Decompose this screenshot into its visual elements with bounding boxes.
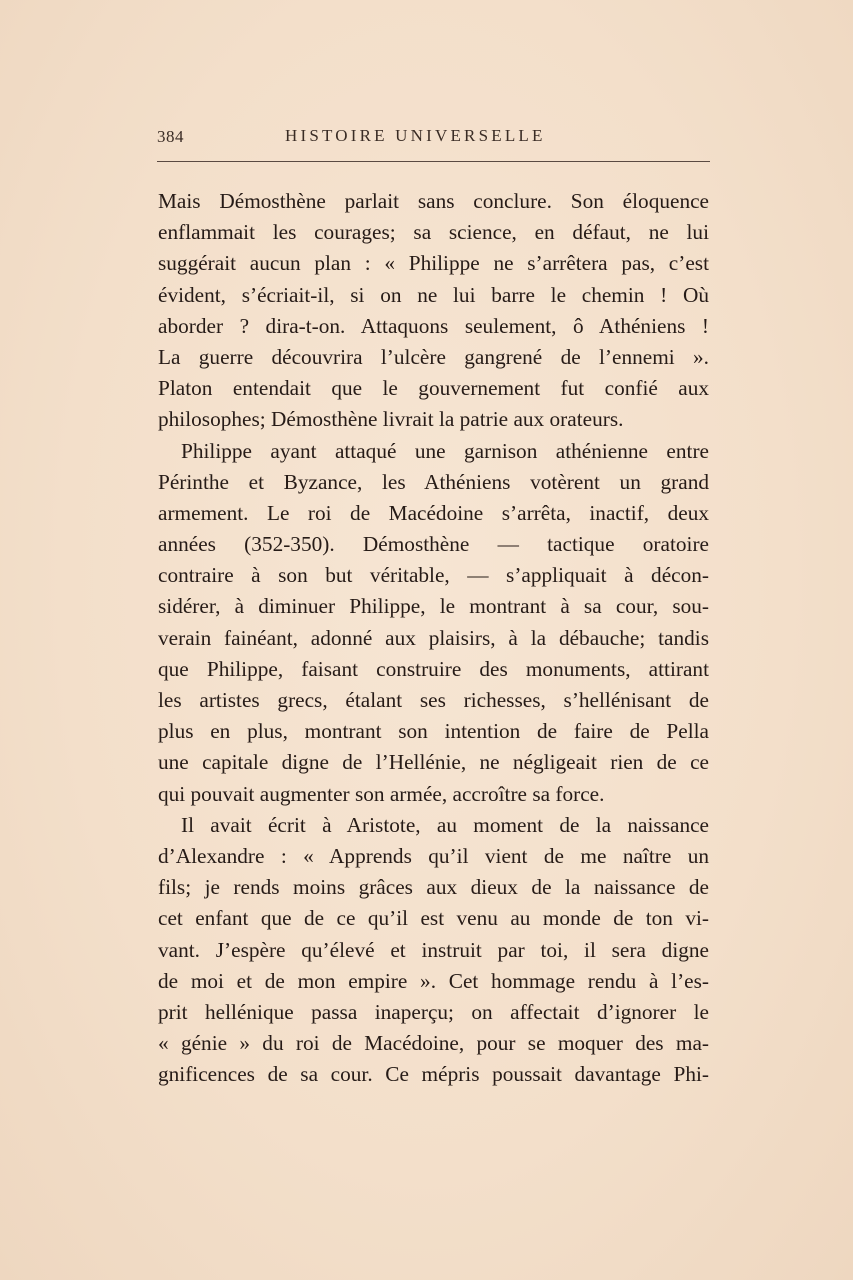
text-line: plus en plus, montrant son intention de faire de Pella: [158, 719, 709, 744]
text-line: prit hellénique passa inaperçu; on affectait d’ignorer le: [158, 999, 709, 1024]
text-line: Philippe ayant attaqué une garnison athénienne entre: [181, 438, 709, 463]
text-line: « génie » du roi de Macédoine, pour se moquer des ma-: [158, 1031, 709, 1056]
text-line: verain fainéant, adonné aux plaisirs, à la débauche; tandis: [158, 625, 709, 650]
text-line: gnificences de sa cour. Ce mépris poussait davantage Phi-: [158, 1062, 709, 1087]
text-line: Platon entendait que le gouvernement fut confié aux: [158, 376, 709, 401]
text-line: évident, s’écriait-il, si on ne lui barre le chemin ! Où: [158, 282, 709, 307]
text-line: La guerre découvrira l’ulcère gangrené de l’ennemi ».: [158, 344, 709, 369]
text-line: d’Alexandre : « Apprends qu’il vient de me naître un: [158, 843, 709, 868]
text-line: suggérait aucun plan : « Philippe ne s’arrêtera pas, c’est: [158, 251, 709, 276]
text-line: de moi et de mon empire ». Cet hommage rendu à l’es-: [158, 968, 709, 993]
text-line: Il avait écrit à Aristote, au moment de la naissance: [181, 812, 709, 837]
text-line: années (352-350). Démosthène — tactique oratoire: [158, 532, 709, 557]
text-line: sidérer, à diminuer Philippe, le montrant à sa cour, sou-: [158, 594, 709, 619]
text-line: Mais Démosthène parlait sans conclure. Son éloquence: [158, 189, 709, 213]
text-line: cet enfant que de ce qu’il est venu au monde de ton vi-: [158, 906, 709, 931]
text-line: fils; je rends moins grâces aux dieux de la naissance de: [158, 875, 709, 900]
text-line: armement. Le roi de Macédoine s’arrêta, inactif, deux: [158, 500, 709, 525]
text-line: une capitale digne de l’Hellénie, ne négligeait rien de ce: [158, 750, 709, 775]
page-number: 384: [157, 127, 184, 146]
text-line: contraire à son but véritable, — s’appliquait à décon-: [158, 563, 709, 588]
text-line: qui pouvait augmenter son armée, accroître sa force.: [158, 781, 605, 806]
text-line: philosophes; Démosthène livrait la patrie aux orateurs.: [158, 407, 624, 432]
text-line: aborder ? dira-t-on. Attaquons seulement, ô Athéniens !: [158, 313, 709, 338]
body-text: [158, 186, 709, 1090]
text-line: enflammait les courages; sa science, en défaut, ne lui: [158, 220, 709, 245]
text-line: que Philippe, faisant construire des monuments, attirant: [158, 656, 709, 681]
running-title: HISTOIRE UNIVERSELLE: [285, 126, 546, 145]
text-line: Périnthe et Byzance, les Athéniens votèrent un grand: [158, 469, 709, 494]
text-line: vant. J’espère qu’élevé et instruit par toi, il sera digne: [158, 937, 709, 962]
running-head: [157, 123, 710, 153]
header-rule: [157, 161, 710, 162]
text-line: les artistes grecs, étalant ses richesses, s’hellénisant de: [158, 688, 709, 712]
